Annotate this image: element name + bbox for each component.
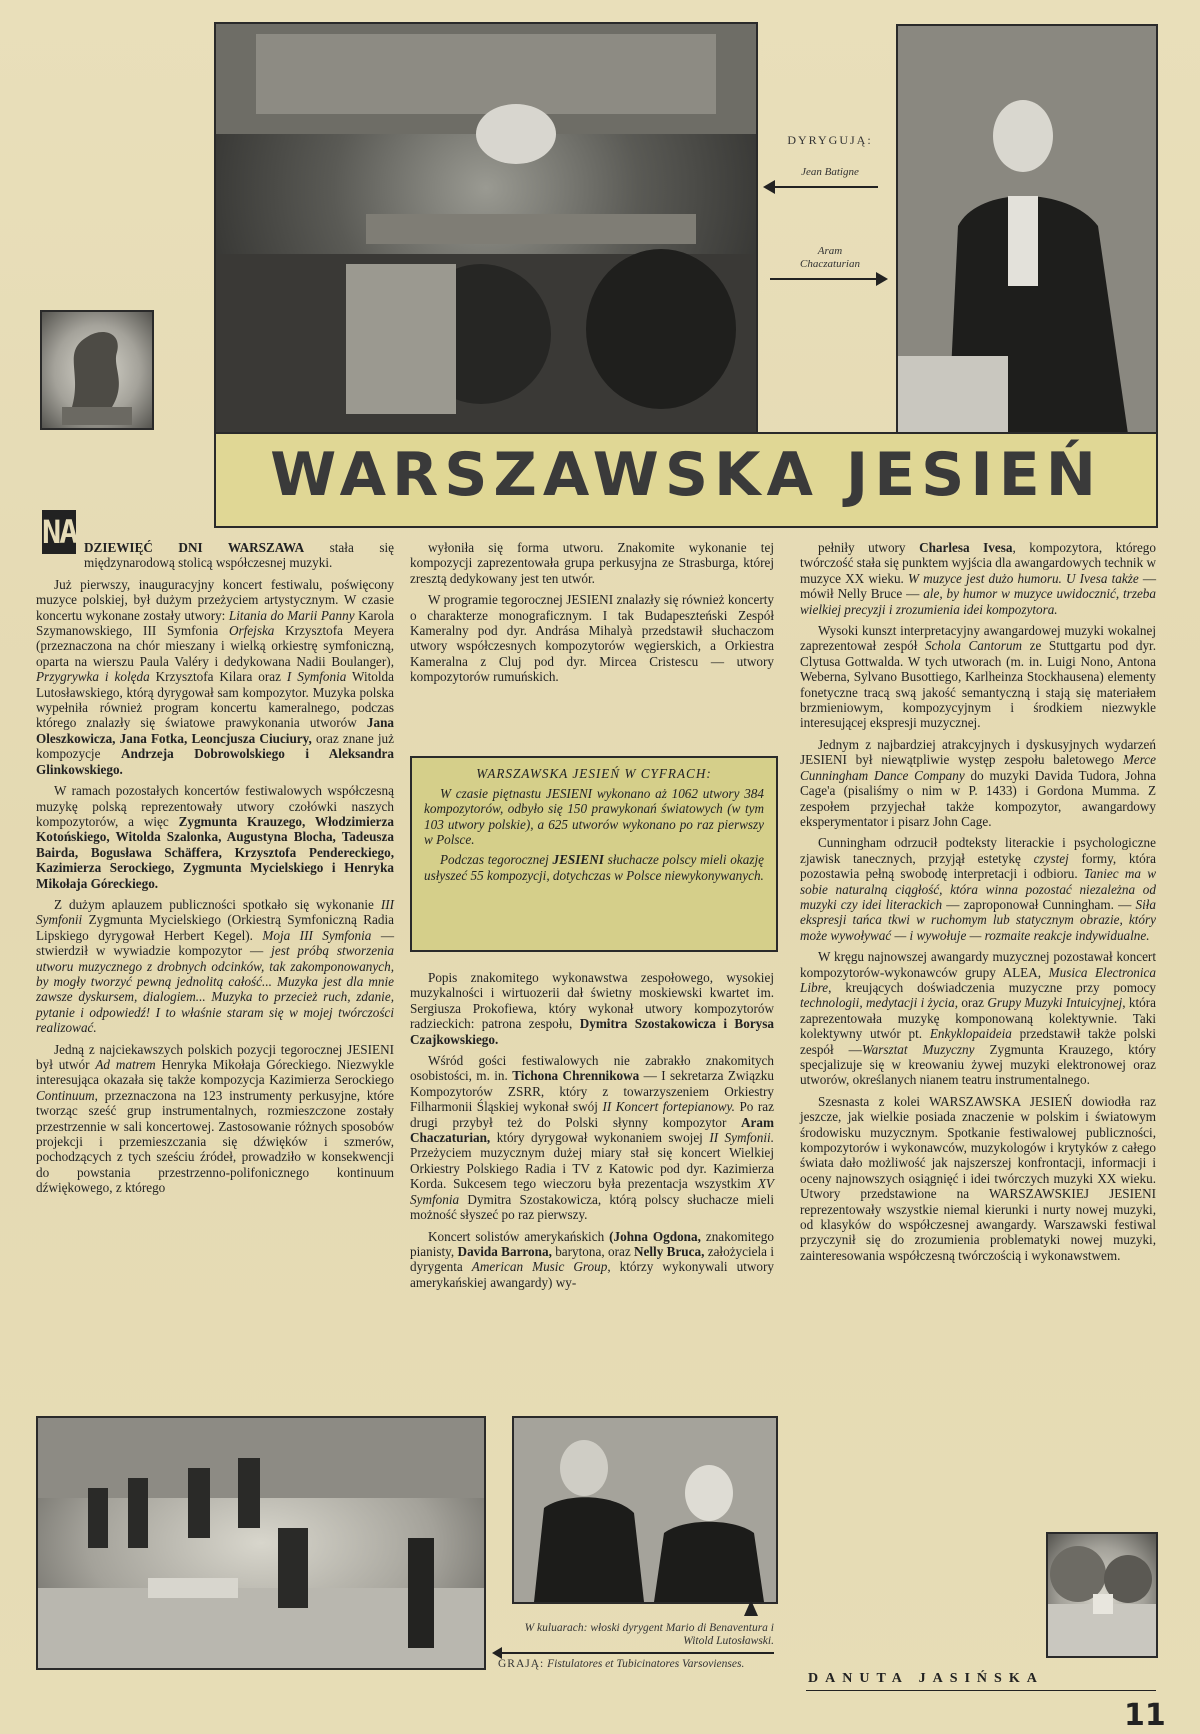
orchestra-conductor-photo: [214, 22, 758, 436]
caption-underline: [498, 1652, 774, 1654]
col3-paragraph: Jednym z najbardziej atrakcyjnych i dyskusyjnych wydarzeń JESIENI był niewątpliwie występ zespołu baletowego Merce Cunningham Dance Company do muzyki Davida Tudora, Johna Cage'a (pisaliśmy o nim w P. 1433) i Gordona Mumma. Z zespołem przyjechał także kompozytor, awangardowy eksperymentator i pisarz John Cage.: [800, 736, 1156, 829]
col2a-paragraph: W programie tegorocznej JESIENI znalazły się również koncerty o charakterze monograficznym. I tak Budapeszteński Zespół Kameralny pod dyr. Andrása Mihalyà przedstawił słuchaczom utwory współczesnych kompozytorów węgierskich, a Orkiestra Kameralna z Cluj pod dyr. Mircea Cristescu — utwory kompozytorów rumuńskich.: [410, 592, 774, 685]
conductors-conversation-photo: [512, 1416, 778, 1604]
col2b-paragraph: Popis znakomitego wykonawstwa zespołowego, wysokiej muzykalności i wirtuozerii dał świetny moskiewski kwartet im. Sergiusza Prokofiewa, który wykonał utwory kompozytorów radzieckich: patrona zespołu, Dymitra Szostakowicza i Borysa Czajkowskiego.: [410, 970, 774, 1047]
conductor-name-1: Jean Batigne: [801, 166, 859, 178]
arrow-left-icon: [763, 180, 775, 194]
chopin-monument-photo: [40, 310, 154, 430]
column-1: [36, 540, 394, 1202]
conductor-name-2-line1: Aram: [817, 245, 843, 257]
title-banner: [214, 432, 1158, 528]
author-name: DANUTA JASIŃSKA: [808, 1671, 1044, 1686]
arrow-right-line: [770, 278, 878, 280]
col3-paragraph: W kręgu najnowszej awangardy muzycznej pozostawał koncert kompozytorów-wykonawców grupy ALEA, Musica Electronica Libre, kreujących doświadczenia muzyczne przy pomocy technologii, medytacji i życia, oraz Grupy Muzyki Intuicyjnej, która zaprezentowała muzykę komponowaną kolektywnie. Taki kolektywny utwór pt. Enkyklopaideia przedstawił także polski zespół —Warsztat Muzyczny Zygmunta Krauzego, który specjalizuje się w kreowaniu żywej muzyki elektronowej oraz utworów, określanych nianem teatru instrumentalnego.: [800, 949, 1157, 1088]
col1-paragraph: Już pierwszy, inauguracyjny koncert festiwalu, poświęcony muzyce polskiej, był dużym przeżyciem artystycznym. W czasie koncertu wykonane zostały utwory: Litania do Marii Panny Karola Szymanowskiego, III Symfonia Orfejska Krzysztofa Meyera (przeznaczona na chór mieszany i wielką orkiestrę symfoniczną, oparta na wierszu Paula Valéry i dedykowana Nadii Boulanger), Przygrywka i kolęda Krzysztofa Kilara oraz I Symfonia Witolda Lutosławskiego, którą dyrygował sam kompozytor. Muzyka polska wypełniła również program koncertu kameralnego, podczas którego znalazły się światowe prawykonania utworów Jana Oleszkowicza, Jana Fotka, Leoncjusza Ciuciury, oraz znane już kompozycje Andrzeja Dobrowolskiego i Aleksandra Glinkowskiego.: [36, 576, 395, 777]
col1-paragraphs: [36, 540, 394, 1196]
arrow-left-line: [770, 186, 878, 188]
col3-paragraph: Szesnasta z kolei WARSZAWSKA JESIEŃ dowiodła raz jeszcze, jak wielkie posiada znaczenie w polskim i światowym środowisku muzycznym. Spotkanie festiwalowej publiczności, kompozytorów i wykonawców, muzykologów i krytyków z całego świata dało możliwość jak najszerszej konfrontacji, informacji i oceny najnowszych osiągnięć i idei twórczych muzyki XX wieku. Utwory przedstawione na WARSZAWSKIEJ JESIENI reprezentowały wszystkie niemal kierunki i nurty nowej muzyki, od klasyków do współczesnej awangardy. Warszawski festiwal przyczynił się do zrozumienia problematyki nowej muzyki, zainteresowania współczesną twórczością i wykonawstwem.: [800, 1093, 1156, 1263]
col3-paragraph: pełniły utwory Charlesa Ivesa, kompozytora, którego twórczość stała się punktem wyjścia dla awangardowych technik w muzyce XX wieku. W muzyce jest dużo humoru. U Ivesa także — mówił Nelly Bruce — ale, by humor w muzyce uwidocznić, trzeba wielkiej precyzji i zrozumienia idei kompozytora.: [800, 540, 1157, 617]
page-title: WARSZAWSKA JESIEŃ: [270, 440, 1102, 510]
stats-heading: WARSZAWSKA JESIEŃ W CYFRACH:: [476, 766, 712, 781]
graja-label: GRAJĄ:: [498, 1658, 545, 1670]
stats-paragraph-2: Podczas tegorocznej JESIENI słuchacze polscy mieli okazję usłyszeć 55 kompozycji, dotychczas w Polsce niewykonywanych.: [424, 851, 764, 883]
col2b-paragraphs: [410, 970, 774, 1290]
col1-paragraph: Z dużym aplauzem publiczności spotkało się wykonanie III Symfonii Zygmunta Mycielskiego (Orkiestrą Symfoniczną Radia Lipskiego dyrygował Herbert Kegel). Moja III Symfonia — stwierdził w wywiadzie kompozytor — jest próbą stworzenia utworu muzycznego z drobnych odcinków, tak zakomponowanych, by mogły tworzyć pewną jednolitą całość... Muzyka jest dla mnie zawsze dyskursem, dialogiem... Muzyka to przecież ruch, zdanie, pytanie i odpowiedź! I to właśnie staram się w mojej twórczości realizować.: [36, 896, 395, 1036]
col2b-paragraph: Wśród gości festiwalowych nie zabrakło znakomitych osobistości, m. in. Tichona Chrennikowa — I sekretarza Związku Kompozytorów ZSRR, który z towarzyszeniem Orkiestry Filharmonii Śląskiej wykonał swój II Koncert fortepianowy. Po raz drugi przybył też do Polski słynny kompozytor Aram Chaczaturian, który dyrygował wykonaniem swojej II Symfonii. Przeżyciem muzycznym dużej miary stał się koncert Wielkiej Orkiestry Polskiego Radia i TV z Katowic pod dyr. Kazimierza Korda. Sukcesem tego wieczoru była prezentacja wszystkim XV Symfonia Dymitra Szostakowicza, którą polscy słuchacze mieli możność słyszeć po raz pierwszy.: [410, 1053, 775, 1223]
column-3: [800, 540, 1156, 1269]
page-number: 11: [1124, 1698, 1166, 1733]
col2a-paragraphs: [410, 540, 774, 685]
conductor-name-2-line2: Chaczaturian: [800, 258, 860, 270]
col3-paragraph: Wysoki kunszt interpretacyjny awangardowej muzyki wokalnej zaprezentował zespół Schola Cantorum ze Stuttgartu pod dyr. Clytusa Gottwalda. W tych utworach (m. in. Luigi Nono, Antona Weberna, Sylvano Busottiego, Karlheinza Stockhausena) elementy fonetyczne tracą swą jakość semantyczną i stają się materiałem brzmieniowym, kompozycyjnym i środkiem niezwykle interesującej ekspresji muzycznej.: [800, 623, 1156, 731]
park-photo: [1046, 1532, 1158, 1658]
conductors-label: DYRYGUJĄ:: [787, 133, 873, 147]
ensemble-photo: [36, 1416, 486, 1670]
graja-caption: [498, 1658, 788, 1671]
column-2-top: [410, 540, 774, 691]
col3-paragraph: Cunningham odrzucił podteksty literackie i psychologiczne zjawisk tanecznych, przyjął estetykę czystej formy, która pozostawia pełną swobodę interpretacji i odbioru. Taniec ma w sobie naturalną ciągłość, która winna pozostać niezależna od muzyki czy idei literackich — zaproponował Cunningham. — Siła ekspresji tańca tkwi w ruchomym lub statycznym obrazie, który może wywoływać — i wywołuje — rozmaite reakcje indywidualne.: [800, 835, 1157, 943]
arrow-up-icon: [744, 1600, 758, 1616]
drop-cap: NA: [42, 510, 76, 554]
col2b-paragraph: Koncert solistów amerykańskich (Johna Ogdona, znakomitego pianisty, Davida Barrona, barytona, oraz Nelly Bruca, założyciela i dyrygenta American Music Group, którzy wykonywali utwory amerykańskiej awangardy) wy-: [410, 1228, 775, 1290]
col2a-paragraph: wyłoniła się forma utworu. Znakomite wykonanie tej kompozycji zaprezentowała grupa perkusyjna ze Strasburga, której zresztą dedykowany jest ten utwór.: [410, 540, 774, 586]
stats-box: [410, 756, 778, 952]
graja-text: Fistulatores et Tubicinatores Varsovienses.: [547, 1658, 745, 1670]
arrow-right-icon: [876, 272, 888, 286]
col1-paragraph: W ramach pozostałych koncertów festiwalowych współczesną muzykę polską reprezentowały utwory czołówki naszych kompozytorów, a więc Zygmunta Krauzego, Włodzimierza Kotońskiego, Witolda Szalonka, Augustyna Blocha, Tadeusza Bairda, Bogusława Schäffera, Krzysztofa Pendereckiego, Kazimierza Serockiego, Zygmunta Mycielskiego i Henryka Mikołaja Góreckiego.: [36, 783, 394, 891]
author-underline: [806, 1690, 1156, 1691]
stats-paragraph-1: W czasie piętnastu JESIENI wykonano aż 1062 utwory 384 kompozytorów, odbyło się 150 prawykonań światowych (w tym 103 utwory polskie), a 625 utworów wykonano po raz pierwszy w Polsce.: [424, 785, 764, 848]
column-2-bottom: [410, 970, 774, 1296]
kuluary-caption: W kuluarach: włoski dyrygent Mario di Benaventura i Witold Lutosławski.: [524, 1622, 774, 1647]
col1-paragraph: Jedną z najciekawszych polskich pozycji tegorocznej JESIENI był utwór Ad matrem Henryka Mikołaja Góreckiego. Niezwykle interesująca okazała się także kompozycja Kazimierza Serockiego Continuum, przeznaczona na 123 instrumenty perkusyjne, które tworząc sześć grup instrumentalnych, rozmieszczone zostały przestrzennie w sali koncertowej. Zastosowanie różnych sposobów projekcji i przemieszczania się dźwięków i szmerów, pochodzących z tych sześciu źródeł, prowadziło w konsekwencji do powstania przestrzenno-polifonicznego kontinuum dźwiękowego, z którego: [36, 1041, 394, 1196]
col3-paragraphs: [800, 540, 1156, 1263]
conductor-portrait-photo: [896, 24, 1158, 436]
col1-paragraph: DZIEWIĘĆ DNI WARSZAWA stała się międzynarodową stolicą współczesnej muzyki.: [84, 540, 394, 571]
